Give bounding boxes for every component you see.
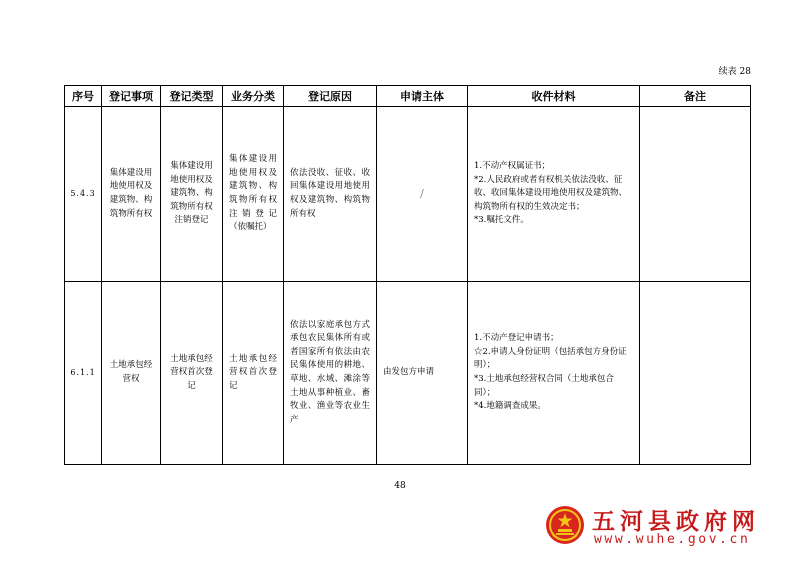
header-item: 登记事项 (102, 86, 161, 107)
row-reason: 依法没收、征收、收回集体建设用地使用权及建筑物、构筑物所有权 (284, 107, 377, 282)
continued-table-label: 续表 28 (718, 67, 751, 77)
row-seq: 6.1.1 (65, 282, 102, 465)
header-category: 业务分类 (223, 86, 284, 107)
row-category: 集体建设用地使用权及建筑物、构筑物所有权注销登记（依嘱托） (223, 107, 284, 282)
material-line: *4.地籍调查成果。 (474, 401, 546, 412)
row-applicant: / (377, 107, 468, 282)
row-type: 土地承包经营权首次登记 (161, 282, 223, 465)
national-emblem-icon (545, 505, 585, 545)
row-item: 土地承包经营权 (102, 282, 161, 465)
row-applicant: 由发包方申请 (377, 282, 468, 465)
header-remark: 备注 (640, 86, 751, 107)
row-type: 集体建设用地使用权及建筑物、构筑物所有权注销登记 (161, 107, 223, 282)
table-row (65, 282, 751, 465)
material-line: *3.土地承包经营权合同（土地承包合同）； (474, 374, 614, 398)
row-item: 集体建设用地使用权及建筑物、构筑物所有权 (102, 107, 161, 282)
row-reason: 依法以家庭承包方式承包农民集体所有或者国家所有依法由农民集体使用的耕地、草地、水域、滩涂等土地从事种植业、畜牧业、渔业等农业生产 (284, 282, 377, 465)
registration-table (64, 85, 751, 465)
header-applicant: 申请主体 (377, 86, 468, 107)
header-reason: 登记原因 (284, 86, 377, 107)
material-line: 1.不动产权属证书； (474, 161, 551, 172)
row-remark (640, 107, 751, 282)
header-materials: 收件材料 (468, 86, 640, 107)
row-seq: 5.4.3 (65, 107, 102, 282)
material-line: *2.人民政府或者有权机关依法没收、征收、收回集体建设用地使用权及建筑物、构筑物所有权的生效决定书； (474, 174, 628, 212)
table-header-row (65, 86, 751, 107)
header-seq: 序号 (65, 86, 102, 107)
site-logo-name: 五河县政府网 (592, 509, 760, 535)
material-line: 1.不动产登记申请书； (474, 333, 559, 344)
material-line: ☆2.申请人身份证明（包括承包方身份证明）； (474, 346, 627, 371)
row-remark (640, 282, 751, 465)
row-category: 土地承包经营权首次登记 (223, 282, 284, 465)
row-materials (468, 282, 640, 465)
site-logo-url: www.wuhe.gov.cn (594, 532, 751, 547)
header-type: 登记类型 (161, 86, 223, 107)
table-row (65, 107, 751, 282)
material-line: *3.嘱托文件。 (474, 215, 529, 226)
page-number: 48 (394, 481, 406, 491)
row-materials (468, 107, 640, 282)
